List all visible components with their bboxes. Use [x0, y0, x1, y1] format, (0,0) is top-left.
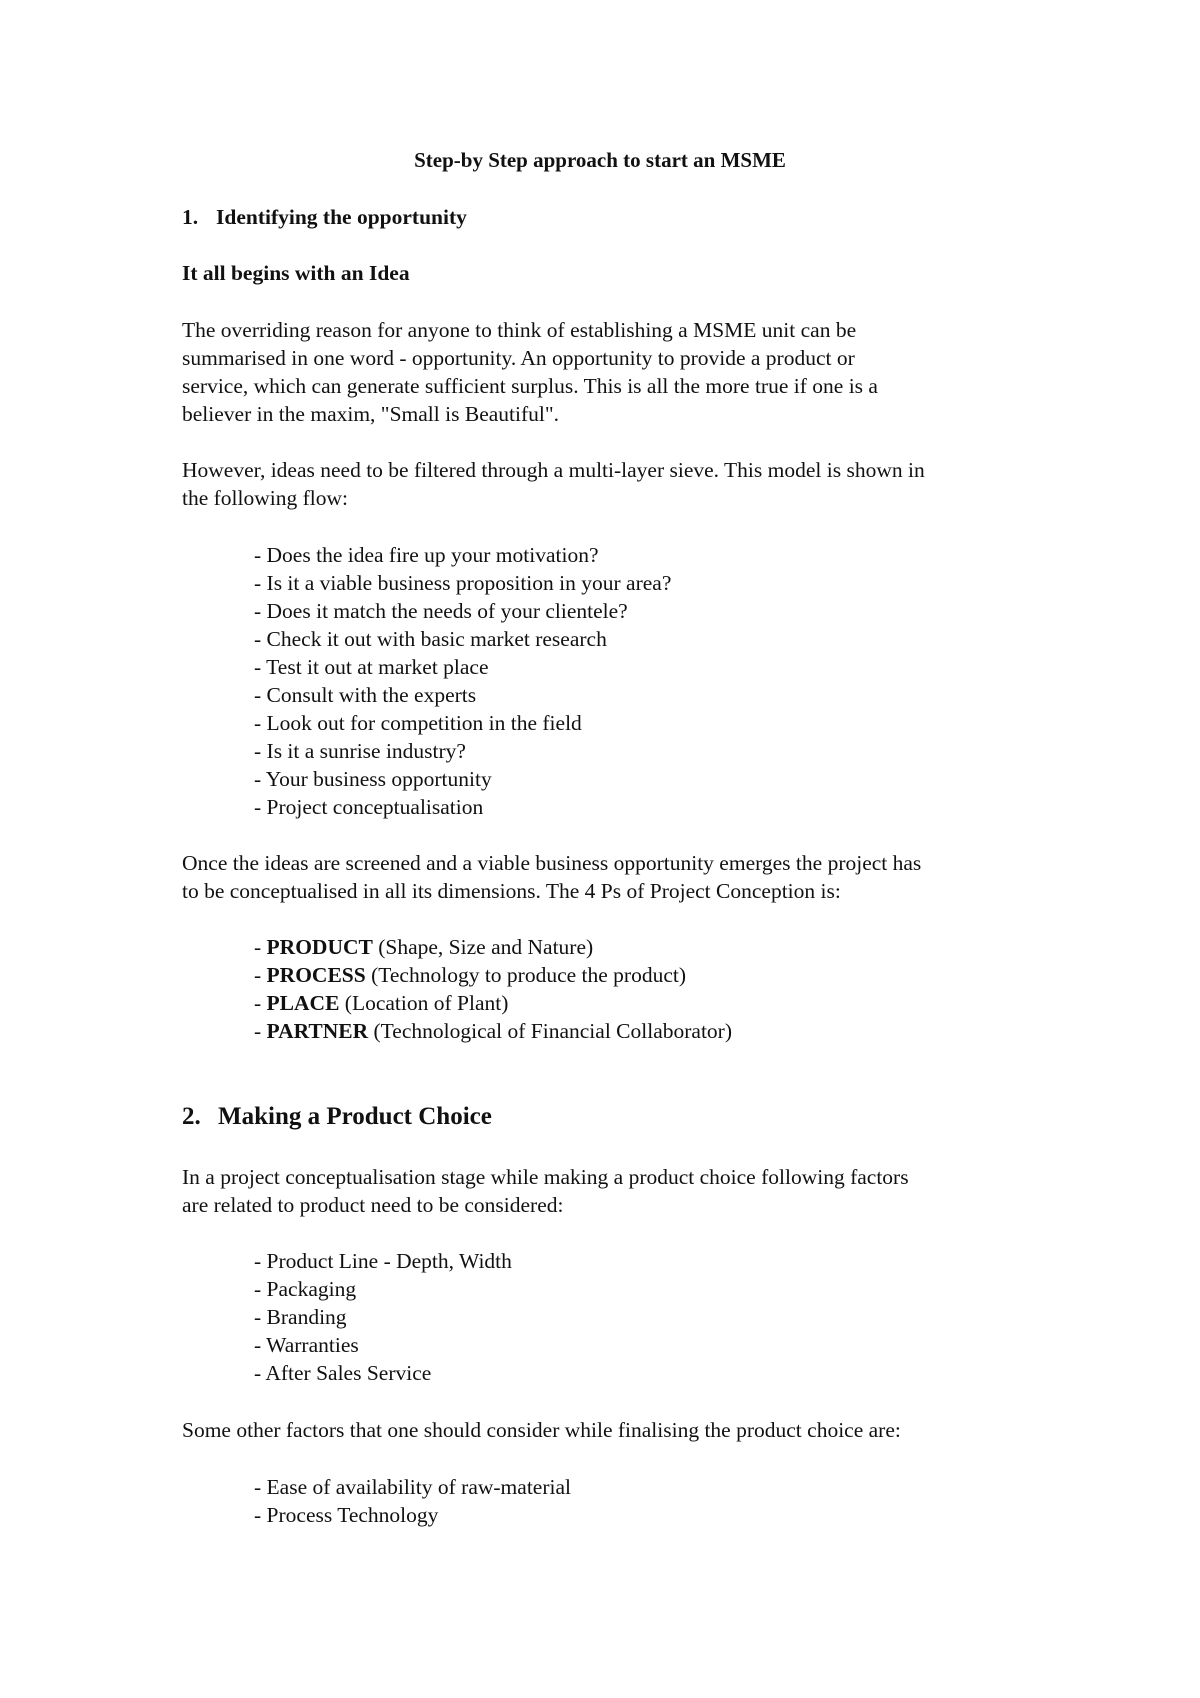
four-ps-item-place	[254, 989, 508, 1017]
flow-list-item: - Is it a viable business proposition in your area?	[254, 571, 672, 595]
paragraph-line: In a project conceptualisation stage while making a product choice following factors	[182, 1165, 909, 1189]
paragraph-line: are related to product need to be considered:	[182, 1193, 564, 1217]
four-ps-desc: (Shape, Size and Nature)	[372, 935, 594, 959]
section-1-heading-text: Identifying the opportunity	[216, 205, 467, 229]
paragraph-line: to be conceptualised in all its dimensions. The 4 Ps of Project Conception is:	[182, 879, 841, 903]
section-1-heading	[182, 203, 467, 231]
section-1-subheading: It all begins with an Idea	[182, 261, 410, 285]
flow-list-item: - Project conceptualisation	[254, 795, 484, 819]
factor-list-item: - Warranties	[254, 1333, 359, 1357]
four-ps-item-process	[254, 961, 686, 989]
item-dash: -	[254, 991, 267, 1015]
paragraph-line: The overriding reason for anyone to think of establishing a MSME unit can be	[182, 318, 857, 342]
flow-list-item: - Check it out with basic market research	[254, 627, 607, 651]
flow-list-item: - Does the idea fire up your motivation?	[254, 543, 599, 567]
flow-list-item: - Your business opportunity	[254, 767, 492, 791]
section-2-heading	[182, 1101, 492, 1133]
document-title: Step-by Step approach to start an MSME	[414, 148, 786, 172]
four-ps-desc: (Technological of Financial Collaborator)	[368, 1019, 732, 1043]
factor-list-item: - Product Line - Depth, Width	[254, 1249, 512, 1273]
item-dash: -	[254, 963, 267, 987]
four-ps-term: PLACE	[266, 991, 340, 1015]
item-dash: -	[254, 935, 267, 959]
factor-list-item: - Packaging	[254, 1277, 357, 1301]
paragraph-line: the following flow:	[182, 486, 349, 510]
paragraph-line: summarised in one word - opportunity. An opportunity to provide a product or	[182, 346, 855, 370]
factor-list-item: - Branding	[254, 1305, 347, 1329]
other-factor-list-item: - Process Technology	[254, 1503, 439, 1527]
four-ps-item-product	[254, 933, 593, 961]
section-2-heading-text: Making a Product Choice	[218, 1103, 492, 1130]
paragraph-line: However, ideas need to be filtered through a multi-layer sieve. This model is shown in	[182, 458, 925, 482]
four-ps-term: PRODUCT	[266, 935, 373, 959]
four-ps-term: PROCESS	[266, 963, 366, 987]
paragraph-line: Some other factors that one should consider while finalising the product choice are:	[182, 1418, 901, 1442]
flow-list-item: - Does it match the needs of your clientele?	[254, 599, 628, 623]
four-ps-desc: (Location of Plant)	[339, 991, 509, 1015]
paragraph-line: believer in the maxim, "Small is Beautiful".	[182, 402, 560, 426]
paragraph-line: Once the ideas are screened and a viable business opportunity emerges the project has	[182, 851, 922, 875]
four-ps-term: PARTNER	[266, 1019, 369, 1043]
four-ps-desc: (Technology to produce the product)	[365, 963, 687, 987]
flow-list-item: - Consult with the experts	[254, 683, 477, 707]
paragraph-line: service, which can generate sufficient surplus. This is all the more true if one is a	[182, 374, 878, 398]
four-ps-item-partner	[254, 1017, 732, 1045]
other-factor-list-item: - Ease of availability of raw-material	[254, 1475, 571, 1499]
item-dash: -	[254, 1019, 267, 1043]
flow-list-item: - Test it out at market place	[254, 655, 489, 679]
flow-list-item: - Look out for competition in the field	[254, 711, 582, 735]
section-1-number: 1.	[182, 205, 199, 229]
factor-list-item: - After Sales Service	[254, 1361, 432, 1385]
section-2-number: 2.	[182, 1103, 201, 1130]
flow-list-item: - Is it a sunrise industry?	[254, 739, 466, 763]
